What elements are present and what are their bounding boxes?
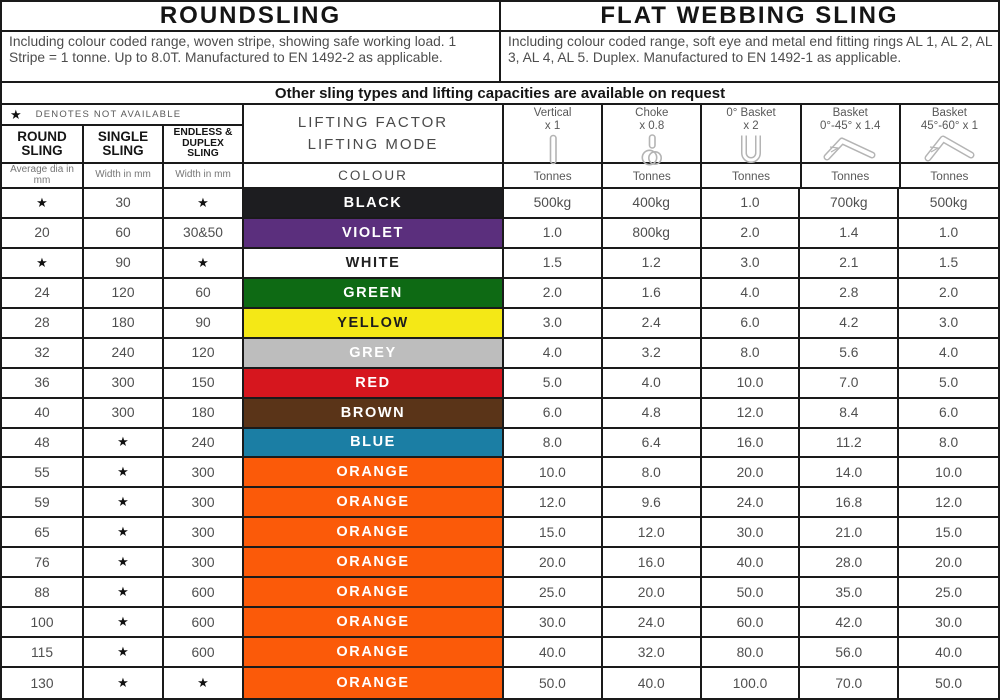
colour-band-orange: ORANGE — [244, 458, 504, 488]
tonnage-cell: 1.0 — [899, 219, 998, 249]
tonnage-cell: 21.0 — [800, 518, 899, 548]
tonnage-cell: 50.0 — [702, 578, 801, 608]
endless-width-cell — [164, 249, 244, 279]
round-dia-cell — [2, 249, 84, 279]
mode-label-line2: 0°-45° x 1.4 — [820, 119, 881, 132]
single-width-cell: 300 — [84, 369, 164, 399]
tonnage-cell: 8.0 — [899, 429, 998, 459]
colour-band-violet: VIOLET — [244, 219, 504, 249]
tonnage-cell: 16.8 — [800, 488, 899, 518]
star-icon: ★ — [117, 675, 129, 691]
star-icon: ★ — [117, 644, 129, 660]
tonnes-row — [504, 164, 998, 189]
tonnage-cell: 6.0 — [504, 399, 603, 429]
star-icon: ★ — [117, 524, 129, 540]
tonnage-cell: 30.0 — [702, 518, 801, 548]
tonnage-cell: 8.0 — [603, 458, 702, 488]
single-width-cell — [84, 518, 164, 548]
round-dia-cell: 88 — [2, 578, 84, 608]
tonnage-cell: 50.0 — [935, 675, 963, 691]
tonnage-cell: 6.4 — [603, 429, 702, 459]
star-icon: ★ — [197, 194, 209, 210]
mode-header-0-basket — [702, 105, 801, 164]
round-dia-cell: 28 — [2, 309, 84, 339]
tonnage-cell: 1.0 — [504, 219, 603, 249]
single-width-cell — [84, 608, 164, 638]
round-dia-cell — [2, 189, 84, 219]
star-icon: ★ — [117, 464, 129, 480]
endless-duplex-unit: Width in mm — [164, 164, 244, 189]
not-available-note — [2, 105, 244, 126]
tonnage-cell: 6.0 — [702, 309, 801, 339]
tonnage-cell: 56.0 — [800, 638, 899, 668]
colour-band-orange: ORANGE — [244, 488, 504, 518]
dimension-names-row — [2, 126, 244, 164]
tonnage-cell: 25.0 — [504, 578, 603, 608]
single-width-cell — [84, 578, 164, 608]
mode-header-vertical — [504, 105, 603, 164]
tonnage-cell: 40.0 — [603, 668, 702, 698]
basket-0-icon — [734, 134, 768, 166]
tonnage-cell: 24.0 — [702, 488, 801, 518]
tonnage-cell: 1.0 — [702, 189, 801, 219]
single-width-cell: 60 — [84, 219, 164, 249]
lifting-mode-label: LIFTING MODE — [307, 136, 439, 153]
tonnage-cell: 40.0 — [702, 548, 801, 578]
tonnage-cell: 9.6 — [603, 488, 702, 518]
tonnage-cell: 8.4 — [800, 399, 899, 429]
single-width-cell — [84, 429, 164, 459]
round-dia-cell: 130 — [2, 668, 84, 698]
tonnage-cell: 4.0 — [603, 369, 702, 399]
star-icon: ★ — [36, 254, 48, 270]
tonnage-cell: 14.0 — [800, 458, 899, 488]
tonnage-cell: 3.0 — [899, 309, 998, 339]
tonnage-cell: 1.2 — [603, 249, 702, 279]
colour-band-black: BLACK — [244, 189, 504, 219]
mode-label-line2: 45°-60° x 1 — [920, 119, 978, 132]
basket-60-icon — [920, 134, 978, 163]
endless-width-cell — [164, 668, 244, 698]
tonnage-cell: 20.0 — [702, 458, 801, 488]
tonnage-cell: 80.0 — [702, 638, 801, 668]
lifting-factor-label: LIFTING FACTOR — [297, 114, 449, 131]
single-width-cell: 240 — [84, 339, 164, 369]
endless-width-cell: 600 — [164, 608, 244, 638]
mode-label-line2: x 0.8 — [639, 119, 665, 132]
endless-width-cell: 300 — [164, 518, 244, 548]
round-dia-cell: 40 — [2, 399, 84, 429]
colour-band-green: GREEN — [244, 279, 504, 309]
tonnes-unit-label: Tonnes — [802, 164, 901, 189]
colour-band-white: WHITE — [244, 249, 504, 279]
single-width-cell: 300 — [84, 399, 164, 429]
tonnage-cell: 1.5 — [504, 249, 603, 279]
mode-label-line1: Basket — [931, 107, 967, 119]
tonnage-cell: 70.0 — [800, 668, 899, 698]
tonnage-cell: 50.0 — [504, 668, 603, 698]
tonnage-cell: 4.0 — [504, 339, 603, 369]
lifting-factor-mode-cell — [244, 105, 504, 164]
tonnage-cell: 5.0 — [504, 369, 603, 399]
mode-label-line1: 0° Basket — [726, 107, 776, 119]
tonnage-cell: 3.0 — [702, 249, 801, 279]
tonnage-cell: 2.0 — [899, 279, 998, 309]
title-row — [2, 2, 998, 32]
dimension-header-group — [2, 105, 244, 189]
colour-band-grey: GREY — [244, 339, 504, 369]
choke-sling-icon — [637, 134, 667, 167]
colour-band-orange: ORANGE — [244, 608, 504, 638]
flat-webbing-description: Including colour coded range, soft eye and metal end fitting rings AL 1, AL 2, AL 3, AL 4, AL 5. Duplex. Manufactured to EN 1492-1 as applicable. — [508, 34, 992, 65]
mode-header-basket — [901, 105, 998, 164]
tonnage-cell: 5.6 — [800, 339, 899, 369]
star-icon: ★ — [117, 614, 129, 630]
star-icon: ★ — [117, 434, 129, 450]
single-width-cell — [84, 548, 164, 578]
tonnage-cell: 15.0 — [504, 518, 603, 548]
tonnage-cell: 25.0 — [899, 578, 998, 608]
star-icon: ★ — [197, 675, 209, 691]
modes-header-group — [504, 105, 998, 189]
tonnage-cell: 8.0 — [504, 429, 603, 459]
tonnage-cell: 10.0 — [899, 458, 998, 488]
tonnage-cell: 12.0 — [603, 518, 702, 548]
round-dia-cell: 76 — [2, 548, 84, 578]
round-dia-cell: 36 — [2, 369, 84, 399]
star-icon: ★ — [197, 254, 209, 270]
tonnage-cell: 2.0 — [504, 279, 603, 309]
tonnage-cell: 40.0 — [504, 638, 603, 668]
flat-webbing-sling-title: FLAT WEBBING SLING — [600, 2, 899, 29]
tonnage-cell: 20.0 — [603, 578, 702, 608]
mode-label-line1: Basket — [832, 107, 868, 119]
tonnage-cell: 400kg — [603, 189, 702, 219]
tonnage-cell: 16.0 — [603, 548, 702, 578]
tonnage-cell: 11.2 — [800, 429, 899, 459]
tonnage-cell: 4.0 — [702, 279, 801, 309]
single-width-cell: 180 — [84, 309, 164, 339]
tonnage-cell: 4.8 — [603, 399, 702, 429]
tonnage-cell: 2.1 — [800, 249, 899, 279]
tonnage-cell: 40.0 — [899, 638, 998, 668]
colour-column-header: COLOUR — [244, 164, 504, 189]
tonnes-unit-label: Tonnes — [901, 164, 998, 189]
table-header — [2, 105, 998, 189]
endless-width-cell: 600 — [164, 578, 244, 608]
mode-label-line1: Choke — [635, 107, 669, 119]
single-width-cell: 90 — [84, 249, 164, 279]
endless-width-cell: 300 — [164, 488, 244, 518]
single-width-cell — [84, 668, 164, 698]
endless-width-cell: 600 — [164, 638, 244, 668]
tonnage-cell: 3.2 — [603, 339, 702, 369]
tonnage-cell: 16.0 — [702, 429, 801, 459]
mode-header-choke — [603, 105, 702, 164]
availability-notice: Other sling types and lifting capacities are available on request — [2, 83, 998, 105]
round-sling-unit: Average dia in mm — [2, 164, 84, 189]
tonnage-cell: 700kg — [800, 189, 899, 219]
star-icon: ★ — [117, 494, 129, 510]
mode-label-line1: Vertical — [533, 107, 572, 119]
note-text: DENOTES NOT AVAILABLE — [35, 109, 182, 120]
tonnage-cell: 7.0 — [800, 369, 899, 399]
colour-band-blue: BLUE — [244, 429, 504, 459]
tonnage-cell: 30.0 — [504, 608, 603, 638]
tonnage-cell: 24.0 — [603, 608, 702, 638]
tonnage-cell: 5.0 — [899, 369, 998, 399]
capacity-table-body — [2, 189, 998, 698]
round-dia-cell: 59 — [2, 488, 84, 518]
single-width-cell — [84, 458, 164, 488]
round-dia-cell: 32 — [2, 339, 84, 369]
tonnage-cell: 12.0 — [702, 399, 801, 429]
endless-width-cell: 300 — [164, 458, 244, 488]
dimension-units-row — [2, 164, 244, 189]
lifting-header-group — [244, 105, 504, 189]
endless-width-cell: 30&50 — [164, 219, 244, 249]
tonnage-cell: 4.2 — [800, 309, 899, 339]
round-dia-cell: 48 — [2, 429, 84, 459]
basket-45-icon — [821, 134, 879, 163]
endless-width-cell: 90 — [164, 309, 244, 339]
endless-duplex-sling-header: ENDLESS & DUPLEX SLING — [164, 126, 244, 164]
tonnage-cell: 1.5 — [899, 249, 998, 279]
endless-width-cell: 240 — [164, 429, 244, 459]
tonnage-cell: 4.0 — [899, 339, 998, 369]
round-dia-cell: 24 — [2, 279, 84, 309]
tonnes-unit-label: Tonnes — [504, 164, 603, 189]
tonnage-cell: 30.0 — [899, 608, 998, 638]
tonnage-cell: 32.0 — [603, 638, 702, 668]
endless-width-cell: 150 — [164, 369, 244, 399]
endless-width-cell: 180 — [164, 399, 244, 429]
colour-band-orange: ORANGE — [244, 638, 504, 668]
tonnage-cell: 6.0 — [899, 399, 998, 429]
tonnage-cell: 1.6 — [603, 279, 702, 309]
mode-label-line2: x 1 — [544, 119, 561, 132]
single-width-cell: 30 — [84, 189, 164, 219]
colour-band-orange: ORANGE — [244, 668, 504, 698]
tonnage-cell: 12.0 — [899, 488, 998, 518]
tonnage-cell: 800kg — [603, 219, 702, 249]
round-sling-header: ROUND SLING — [2, 126, 84, 164]
tonnage-cell: 10.0 — [702, 369, 801, 399]
colour-band-orange: ORANGE — [244, 548, 504, 578]
tonnage-cell: 1.4 — [800, 219, 899, 249]
colour-band-red: RED — [244, 369, 504, 399]
modes-row — [504, 105, 998, 164]
endless-width-cell — [164, 189, 244, 219]
endless-width-cell: 300 — [164, 548, 244, 578]
round-dia-cell: 55 — [2, 458, 84, 488]
single-width-cell — [84, 488, 164, 518]
round-dia-cell: 65 — [2, 518, 84, 548]
tonnage-cell: 12.0 — [504, 488, 603, 518]
star-icon: ★ — [36, 194, 48, 210]
tonnage-cell: 3.0 — [504, 309, 603, 339]
colour-band-orange: ORANGE — [244, 518, 504, 548]
round-dia-cell: 100 — [2, 608, 84, 638]
endless-width-cell: 120 — [164, 339, 244, 369]
colour-band-orange: ORANGE — [244, 578, 504, 608]
star-icon: ★ — [10, 107, 22, 122]
tonnage-cell: 20.0 — [899, 548, 998, 578]
round-dia-cell: 20 — [2, 219, 84, 249]
roundsling-title: ROUNDSLING — [2, 2, 501, 30]
star-icon: ★ — [117, 554, 129, 570]
single-sling-unit: Width in mm — [84, 164, 164, 189]
tonnage-cell: 2.0 — [702, 219, 801, 249]
tonnes-unit-label: Tonnes — [603, 164, 702, 189]
colour-band-yellow: YELLOW — [244, 309, 504, 339]
description-row — [2, 32, 998, 83]
colour-band-brown: BROWN — [244, 399, 504, 429]
tonnage-cell: 15.0 — [899, 518, 998, 548]
round-dia-cell: 115 — [2, 638, 84, 668]
mode-header-basket — [802, 105, 901, 164]
single-width-cell — [84, 638, 164, 668]
tonnage-cell: 500kg — [899, 189, 998, 219]
tonnes-unit-label: Tonnes — [702, 164, 801, 189]
tonnage-cell: 60.0 — [702, 608, 801, 638]
roundsling-description: Including colour coded range, woven stripe, showing safe working load. 1 Stripe = 1 tonne. Up to 8.0T. Manufactured to EN 1492-2 as applicable. — [2, 32, 501, 81]
endless-width-cell: 60 — [164, 279, 244, 309]
vertical-sling-icon — [546, 134, 560, 166]
tonnage-cell: 35.0 — [800, 578, 899, 608]
tonnage-cell: 10.0 — [504, 458, 603, 488]
single-width-cell: 120 — [84, 279, 164, 309]
tonnage-cell: 20.0 — [504, 548, 603, 578]
tonnage-cell: 8.0 — [702, 339, 801, 369]
tonnage-cell: 28.0 — [800, 548, 899, 578]
star-icon: ★ — [117, 584, 129, 600]
single-sling-header: SINGLE SLING — [84, 126, 164, 164]
tonnage-cell: 2.4 — [603, 309, 702, 339]
tonnage-cell: 42.0 — [800, 608, 899, 638]
tonnage-cell: 100.0 — [702, 668, 801, 698]
tonnage-cell: 500kg — [504, 189, 603, 219]
mode-label-line2: x 2 — [743, 119, 759, 132]
tonnage-cell: 2.8 — [800, 279, 899, 309]
